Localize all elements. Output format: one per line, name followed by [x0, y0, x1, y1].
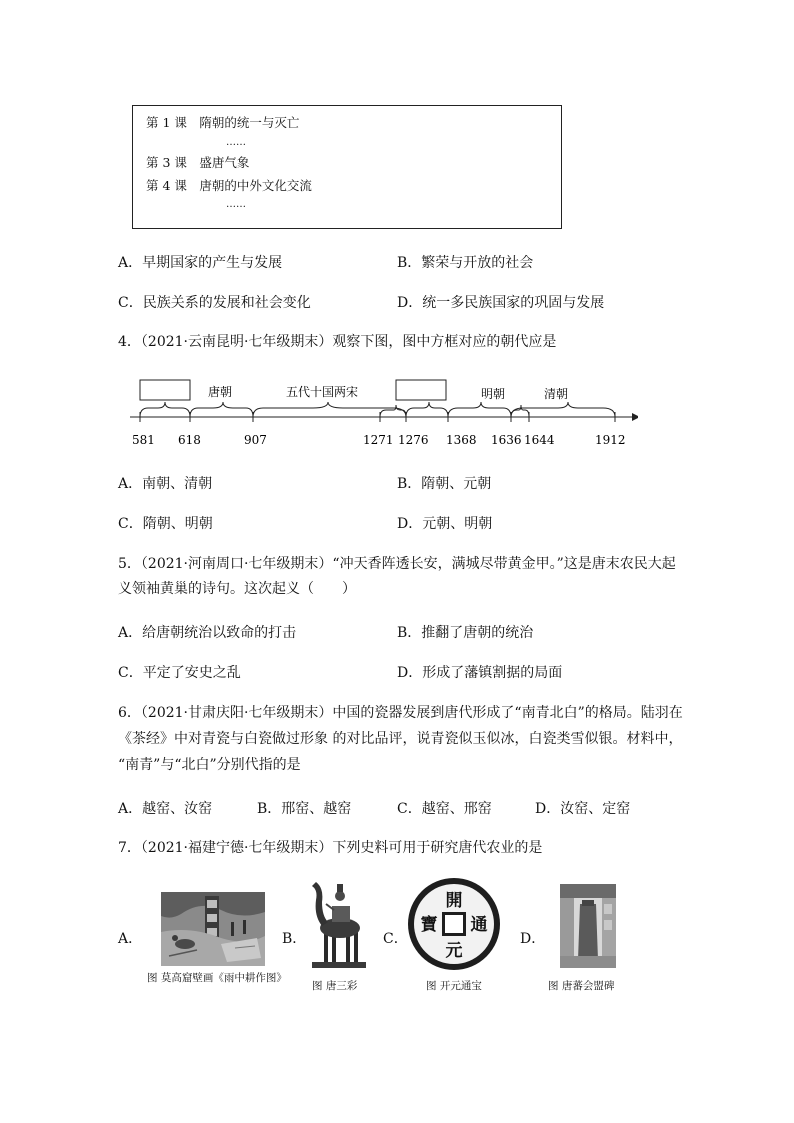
timeline-braces	[140, 402, 615, 417]
blank-box-1	[140, 380, 190, 400]
q6-stem-line2: 《茶经》中对青瓷与白瓷做过形象 的对比品评，说青瓷似玉似冰，白瓷类雪似银。材料中，	[118, 731, 683, 747]
caption-tricolor: 图 唐三彩	[312, 980, 358, 992]
q7-option-d-letter[interactable]: D．	[520, 931, 546, 947]
q7-option-a-letter[interactable]: A．	[118, 931, 143, 947]
q5-option-d[interactable]: D．形成了藩镇割据的局面	[397, 665, 563, 681]
q6-stem-line3: “南青”与“北白”分别代指的是	[118, 757, 301, 773]
coin-char-right: 通	[470, 915, 488, 935]
label-wudai: 五代十国两宋	[286, 385, 359, 399]
q5-stem-line1: 5．（2021·河南周口·七年级期末）“冲天香阵透长安，满城尽带黄金甲。”这是唐末农民大起	[118, 556, 676, 572]
q5-option-a[interactable]: A．给唐朝统治以致命的打击	[118, 625, 297, 641]
q4-stem: 4．（2021·云南昆明·七年级期末）观察下图，图中方框对应的朝代应是	[118, 334, 557, 350]
q4-option-d[interactable]: D．元朝、明朝	[397, 516, 493, 532]
lesson-3: 第 3 课 盛唐气象	[146, 155, 250, 170]
stele-image[interactable]	[560, 884, 616, 968]
coin-char-left: 寶	[420, 915, 438, 935]
timeline-arrow	[632, 413, 638, 421]
blank-box-2	[396, 380, 446, 400]
mural-picture	[161, 892, 265, 966]
camel-picture	[308, 876, 368, 972]
dynasty-timeline	[118, 372, 638, 452]
caption-stele: 图 唐蕃会盟碑	[548, 980, 615, 992]
q3-option-c[interactable]: C．民族关系的发展和社会变化	[118, 295, 311, 311]
caption-coin: 图 开元通宝	[426, 980, 482, 992]
q3-option-b[interactable]: B．繁荣与开放的社会	[397, 255, 534, 271]
tricolor-image[interactable]	[308, 876, 368, 972]
q6-option-d[interactable]: D．汝窑、定窑	[535, 801, 631, 817]
ellipsis-1: ……	[226, 137, 246, 148]
coin-picture	[406, 876, 502, 972]
year-1912: 1912	[595, 433, 626, 447]
label-qing: 清朝	[544, 387, 569, 401]
q6-option-a[interactable]: A．越窑、汝窑	[118, 801, 213, 817]
q6-stem-line1: 6．（2021·甘肃庆阳·七年级期末）中国的瓷器发展到唐代形成了“南青北白”的格局。陆羽在	[118, 705, 683, 721]
q4-option-c[interactable]: C．隋朝、明朝	[118, 516, 213, 532]
year-1368: 1368	[446, 433, 477, 447]
year-1636: 1636	[491, 433, 522, 447]
stele-picture	[560, 884, 616, 968]
year-1271: 1271	[363, 433, 394, 447]
q3-option-d[interactable]: D．统一多民族国家的巩固与发展	[397, 295, 605, 311]
coin-char-bottom: 元	[445, 941, 463, 961]
q5-stem-line2: 义领袖黄巢的诗句。这次起义（ ）	[118, 581, 356, 597]
year-907: 907	[244, 433, 267, 447]
caption-mural: 图 莫高窟壁画《雨中耕作图》	[147, 972, 287, 984]
coin-char-top: 開	[445, 891, 463, 911]
q7-option-b-letter[interactable]: B．	[282, 931, 307, 947]
q4-option-a[interactable]: A．南朝、清朝	[118, 476, 213, 492]
year-1644: 1644	[524, 433, 555, 447]
coin-image[interactable]	[406, 876, 502, 972]
ellipsis-2: ……	[226, 199, 246, 210]
timeline-years	[132, 433, 626, 447]
q5-option-b[interactable]: B．推翻了唐朝的统治	[397, 625, 534, 641]
lesson-1: 第 1 课 隋朝的统一与灭亡	[146, 115, 300, 130]
year-1276: 1276	[398, 433, 429, 447]
q6-option-c[interactable]: C．越窑、邢窑	[397, 801, 492, 817]
q3-option-a[interactable]: A．早期国家的产生与发展	[118, 255, 283, 271]
year-581: 581	[132, 433, 155, 447]
q7-option-c-letter[interactable]: C．	[383, 931, 408, 947]
year-618: 618	[178, 433, 201, 447]
mural-image[interactable]	[161, 892, 265, 966]
q4-option-b[interactable]: B．隋朝、元朝	[397, 476, 492, 492]
q6-option-b[interactable]: B．邢窑、越窑	[257, 801, 352, 817]
q7-stem: 7．（2021·福建宁德·七年级期末）下列史料可用于研究唐代农业的是	[118, 840, 543, 856]
label-tang: 唐朝	[208, 385, 233, 399]
lesson-4: 第 4 课 唐朝的中外文化交流	[146, 178, 312, 193]
q5-option-c[interactable]: C．平定了安史之乱	[118, 665, 241, 681]
label-ming: 明朝	[481, 387, 506, 401]
lesson-list-box	[132, 105, 562, 229]
